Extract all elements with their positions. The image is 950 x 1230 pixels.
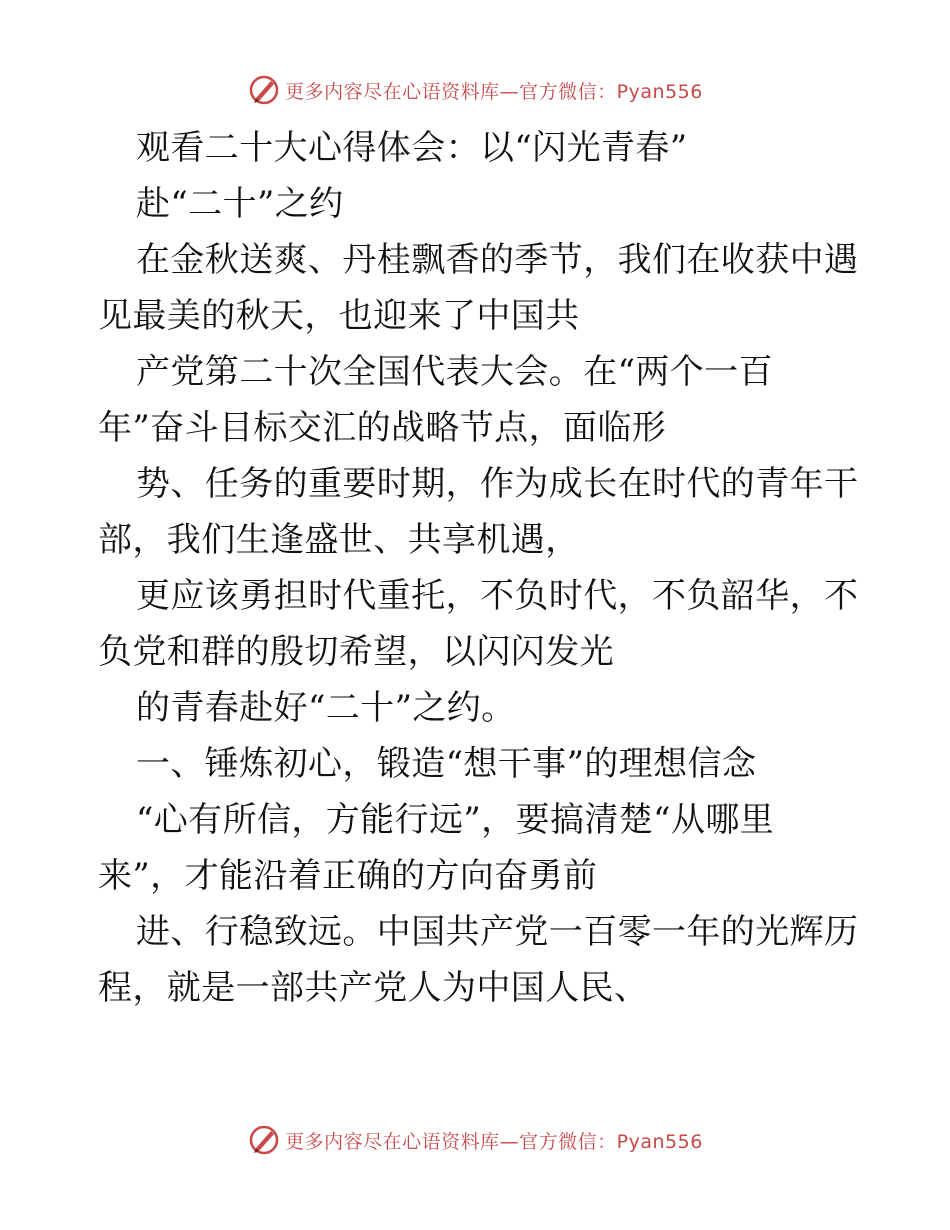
paragraph-line: 的青春赴好“二十”之约。 <box>136 688 516 728</box>
paragraph-line: 势、任务的重要时期，作为成长在时代的青年干 <box>136 464 859 504</box>
section-heading: 一、锤炼初心，锻造“想干事”的理想信念 <box>136 744 757 784</box>
paragraph-line: 更应该勇担时代重托，不负时代，不负韶华，不 <box>136 576 859 616</box>
pen-logo-icon <box>247 73 281 107</box>
paragraph-line: 程，就是一部共产党人为中国人民、 <box>98 968 649 1008</box>
paragraph-line: 部，我们生逢盛世、共享机遇， <box>98 520 580 560</box>
title-line-2: 赴“二十”之约 <box>136 184 344 224</box>
paragraph-line: 来”，才能沿着正确的方向奋勇前 <box>98 856 598 896</box>
paragraph-line: 进、行稳致远。中国共产党一百零一年的光辉历 <box>136 912 859 952</box>
paragraph-line: 负党和群的殷切希望，以闪闪发光 <box>98 632 614 672</box>
footer-banner-text: 更多内容尽在心语资料库—官方微信：Pyan556 <box>285 1130 703 1153</box>
paragraph-line: 年”奋斗目标交汇的战略节点，面临形 <box>98 408 667 448</box>
paragraph-line: 见最美的秋天，也迎来了中国共 <box>98 296 580 336</box>
header-banner-text: 更多内容尽在心语资料库—官方微信：Pyan556 <box>285 80 703 103</box>
document-body <box>98 120 858 1016</box>
paragraph-line: “心有所信，方能行远”，要搞清楚“从哪里 <box>136 800 775 840</box>
footer-watermark-banner <box>0 1118 950 1162</box>
pen-logo-icon <box>247 1123 281 1157</box>
title-line-1: 观看二十大心得体会：以“闪光青春” <box>136 128 688 168</box>
paragraph-line: 产党第二十次全国代表大会。在“两个一百 <box>136 352 773 392</box>
header-watermark-banner <box>0 68 950 112</box>
paragraph-line: 在金秋送爽、丹桂飘香的季节，我们在收获中遇 <box>136 240 859 280</box>
